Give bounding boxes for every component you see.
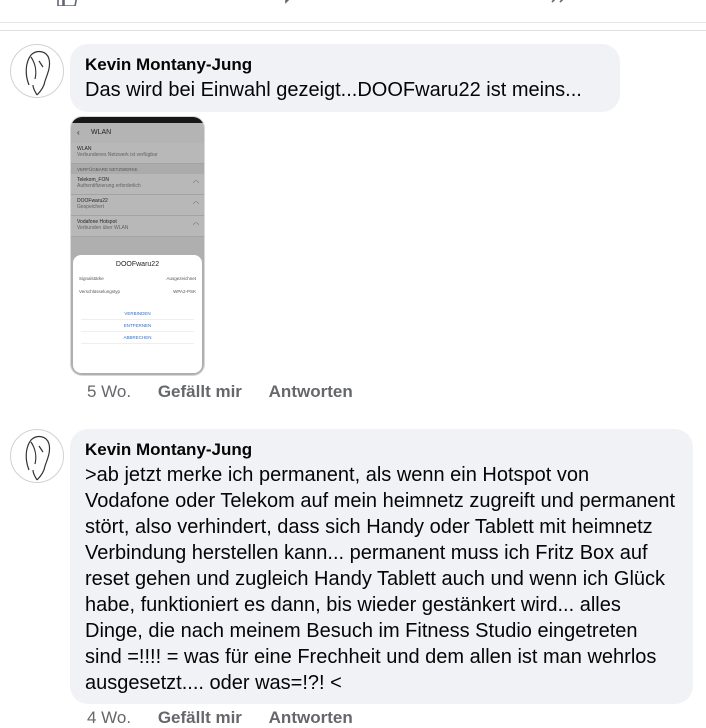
wifi-status: Gespeichert — [77, 204, 104, 210]
avatar-sketch-icon — [11, 45, 63, 97]
comment-timestamp[interactable]: 5 Wo. — [87, 382, 132, 401]
wifi-name: Telekom_FON — [77, 177, 109, 183]
wlan-title: WLAN — [91, 129, 112, 136]
like-button[interactable]: Gefällt mir — [157, 708, 242, 727]
divider — [0, 30, 706, 31]
comment-author[interactable]: Kevin Montany-Jung — [85, 55, 253, 74]
dialog-row-label: Verschlüsselungstyp — [79, 289, 121, 294]
wifi-status: Verbundenes Netzwerk ist verfügbar — [77, 152, 158, 158]
wifi-name: Vodafone Hotspot — [77, 219, 117, 225]
wifi-status: Authentifizierung erforderlich — [77, 183, 141, 189]
wifi-icon: ◠ — [192, 180, 199, 187]
like-button[interactable]: Gefällt mir — [157, 382, 242, 401]
dialog-row — [73, 289, 202, 294]
dialog-button: ENTFERNEN — [81, 320, 194, 332]
share-icon[interactable] — [548, 0, 572, 6]
wifi-name: WLAN — [77, 146, 92, 152]
attached-screenshot[interactable] — [70, 116, 205, 376]
wifi-icon: ◠ — [192, 201, 199, 208]
avatar[interactable] — [10, 44, 64, 98]
comment-icon[interactable] — [280, 0, 304, 6]
like-icon[interactable] — [56, 0, 80, 6]
wifi-status: Verbunden über WLAN — [77, 225, 129, 231]
dialog-row-value: Ausgezeichnet — [166, 276, 196, 281]
dialog-row-value: WPA2-PSK — [173, 289, 196, 294]
dialog-row-label: Signalstärke — [79, 276, 104, 281]
comment-bubble — [70, 429, 693, 704]
comment-actions — [87, 382, 375, 402]
comment-text: >ab jetzt merke ich permanent, als wenn ein Hotspot von Vodafone oder Telekom auf mein heimnetz zugreift und permanent stört, also verhindert, dass sich Handy oder Tablett mit heimnetz Verbindung herstellen kann... permanent muss ich Fritz Box auf reset gehen und zugleich Handy Tablett auch und wenn ich Glück habe, funktioniert es dann, bis wieder gestänkert wird... alles Dinge, die nach meinem Besuch im Fitness Studio eingetreten sind =!!!! = was für eine Frechheit und dem allen ist man wehrlos ausgesetzt.... oder was=!?! < — [85, 464, 675, 694]
comment-author[interactable]: Kevin Montany-Jung — [85, 440, 253, 459]
post-action-bar — [0, 0, 706, 23]
dialog-row — [73, 276, 202, 281]
comment-timestamp[interactable]: 4 Wo. — [87, 708, 132, 727]
back-arrow-icon: ‹ — [77, 128, 80, 137]
avatar[interactable] — [10, 429, 64, 483]
reply-button[interactable]: Antworten — [268, 382, 353, 401]
dialog-button: VERBINDEN — [81, 308, 194, 320]
dialog-button: ABBRECHEN — [81, 332, 194, 344]
comment-bubble — [70, 44, 620, 112]
dialog-title: DOOFwaru22 — [115, 261, 160, 268]
comment-actions — [87, 708, 375, 728]
avatar-sketch-icon — [11, 430, 63, 482]
section-label: VERFÜGBARE NETZWERKE — [71, 164, 204, 174]
wifi-name: DOOFwaru22 — [77, 198, 108, 204]
reply-button[interactable]: Antworten — [268, 708, 353, 727]
network-dialog — [73, 255, 202, 373]
comment-text: Das wird bei Einwahl gezeigt...DOOFwaru22 ist meins... — [85, 79, 582, 101]
wifi-icon: ◠ — [192, 222, 199, 229]
